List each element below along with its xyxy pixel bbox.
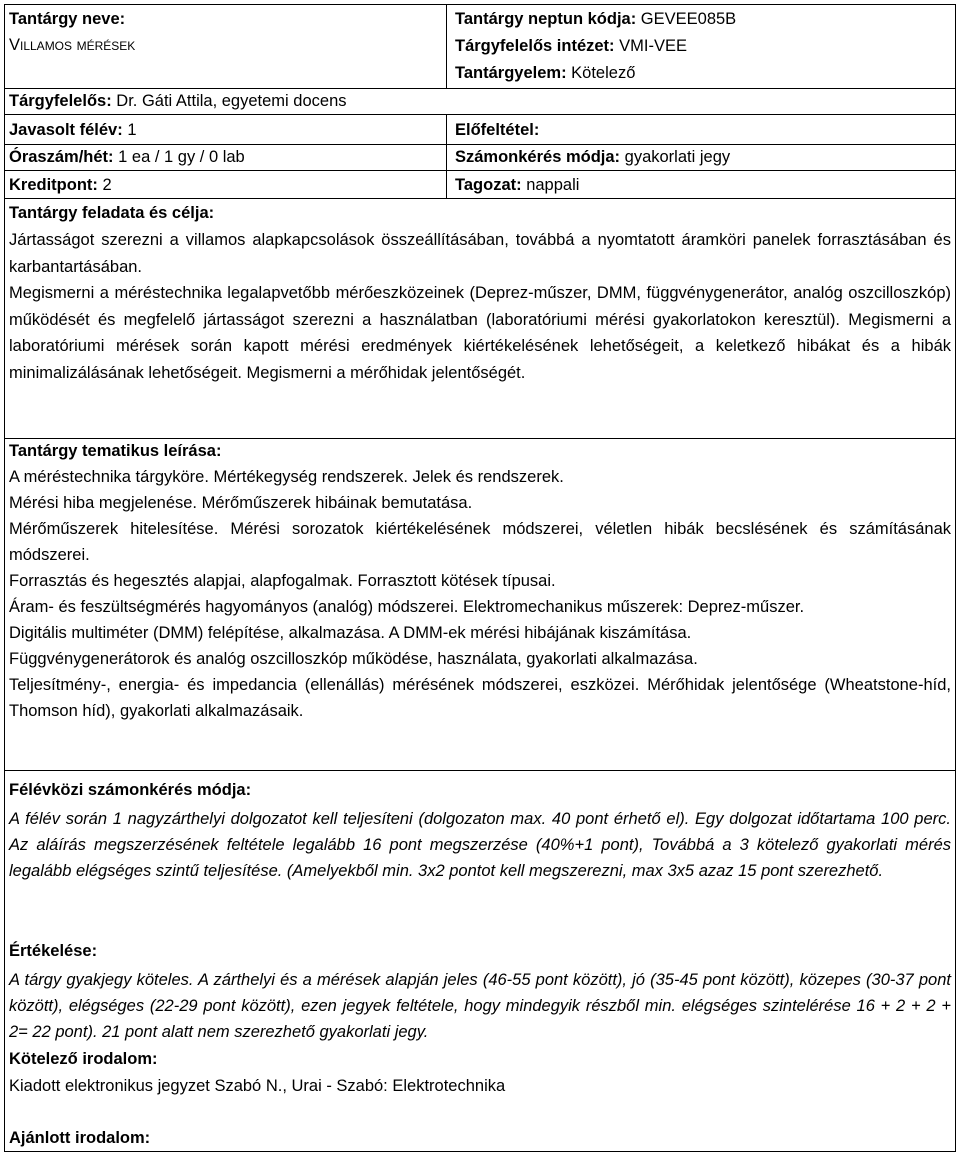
required-literature-text: Kiadott elektronikus jegyzet Szabó N., Urai - Szabó: Elektrotechnika [9,1077,506,1095]
institute: VMI-VEE [619,37,687,55]
hours-row [9,146,245,168]
division: nappali [526,176,580,194]
credit-label: Kreditpont: [9,176,98,194]
exam: gyakorlati jegy [624,148,731,166]
division-row [455,174,579,196]
grid-line [4,114,956,115]
element-label: Tantárgyelem: [455,64,567,82]
topics-title: Tantárgy tematikus leírása: [9,442,222,460]
subject-name: Villamos mérések [9,36,136,54]
topic-item: Teljesítmény-, energia- és impedancia (ellenállás) mérésének módszerei, eszközei. Mérőhidak jelentősége (Wheatstone-híd, Thomson híd), gyakorlati alkalmazásaik. [9,676,951,720]
required-literature-title: Kötelező irodalom: [9,1050,158,1068]
prereq-row [455,119,539,141]
responsible-row [9,90,347,112]
credit: 2 [102,176,112,194]
grid-line [4,198,956,199]
grid-line [4,438,956,439]
institute-row [455,35,687,57]
responsible: Dr. Gáti Attila, egyetemi docens [116,92,347,110]
grid-line [4,88,956,89]
evaluation-text: A tárgy gyakjegy köteles. A zárthelyi és a mérések alapján jeles (46-55 pont között), jó (35-45 pont között), közepes (30-37 pont között), elégséges (22-29 pont között), ezen jegyek feltétele, hogy mindegyik részből min. elégséges szintelérése 16 + 2 + 2 + 2= 22 pont). 21 pont alatt nem szerezhető gyakorlati jegy. [9,971,951,1041]
goal-title: Tantárgy feladata és célja: [9,204,215,222]
semester-row [9,119,137,141]
neptun-code: GEVEE085B [640,10,737,28]
topic-item: Mérőműszerek hitelesítése. Mérési sorozatok kiértékelésének módszerei, véletlen hibák becslésének és számításának módszerei. [9,520,951,564]
topic-item: A méréstechnika tárgyköre. Mértékegység rendszerek. Jelek és rendszerek. [9,468,564,486]
semester: 1 [127,121,137,139]
exam-label: Számonkérés módja: [455,148,621,166]
hours-label: Óraszám/hét: [9,148,114,166]
subject-name-label: Tantárgy neve: [9,10,126,28]
recommended-literature-title: Ajánlott irodalom: [9,1129,151,1147]
neptun-code-row [455,8,736,30]
goal-paragraph: Megismerni a méréstechnika legalapvetőbb mérőeszközeinek (Deprez-műszer, DMM, függvénygenerátor, analóg oszcilloszkóp) működését és megfelelő jártasságot szerezni a használatban (laboratóriumi mérési gyakorlatokon keresztül). Megismerni a laboratóriumi mérések során kapott mérési eredmények kiértékelésének lehetőségeit, a keletkező hibákat és a hibák minimalizálásának lehetőségeit. Megismerni a mérőhidak jelentőségét. [9,284,951,382]
grid-line [4,144,956,145]
division-label: Tagozat: [455,176,522,194]
topic-item: Forrasztás és hegesztés alapjai, alapfogalmak. Forrasztott kötések típusai. [9,572,556,590]
topic-item: Mérési hiba megjelenése. Mérőműszerek hibáinak bemutatása. [9,494,473,512]
grid-line [4,770,956,771]
topics-list [9,464,951,724]
topic-item: Digitális multiméter (DMM) felépítése, alkalmazása. A DMM-ek mérési hibájának kiszámítása. [9,624,692,642]
grid-line [446,4,447,88]
hours: 1 ea / 1 gy / 0 lab [118,148,245,166]
goal-text [9,227,951,386]
topic-item: Áram- és feszültségmérés hagyományos (analóg) módszerei. Elektromechanikus műszerek: Deprez-műszer. [9,598,805,616]
midterm-text: A félév során 1 nagyzárthelyi dolgozatot kell teljesíteni (dolgozaton max. 40 pont érhető el). Egy dolgozat időtartama 100 perc. Az aláírás megszerzésének feltétele legalább 16 pont megszerzése (40%+1 pont), Továbbá a 3 kötelező gyakorlati mérés legalább elégséges szintű teljesítése. (Amelyekből min. 3x2 pontot kell megszerezni, max 3x5 azaz 15 pont szerezhető. [9,810,951,880]
topic-item: Függvénygenerátorok és analóg oszcilloszkóp működése, használata, gyakorlati alkalmazása. [9,650,698,668]
institute-label: Tárgyfelelős intézet: [455,37,615,55]
exam-row [455,146,730,168]
element-row [455,62,635,84]
evaluation-title: Értékelése: [9,942,98,960]
midterm-title: Félévközi számonkérés módja: [9,781,252,799]
semester-label: Javasolt félév: [9,121,123,139]
goal-paragraph: Jártasságot szerezni a villamos alapkapcsolások összeállításában, továbbá a nyomtatott áramköri panelek forrasztásában és karbantartásában. [9,231,951,276]
prereq-label: Előfeltétel: [455,121,540,139]
element: Kötelező [571,64,636,82]
responsible-label: Tárgyfelelős: [9,92,112,110]
credit-row [9,174,112,196]
grid-line [4,170,956,171]
neptun-code-label: Tantárgy neptun kódja: [455,10,637,28]
grid-line [446,114,447,198]
